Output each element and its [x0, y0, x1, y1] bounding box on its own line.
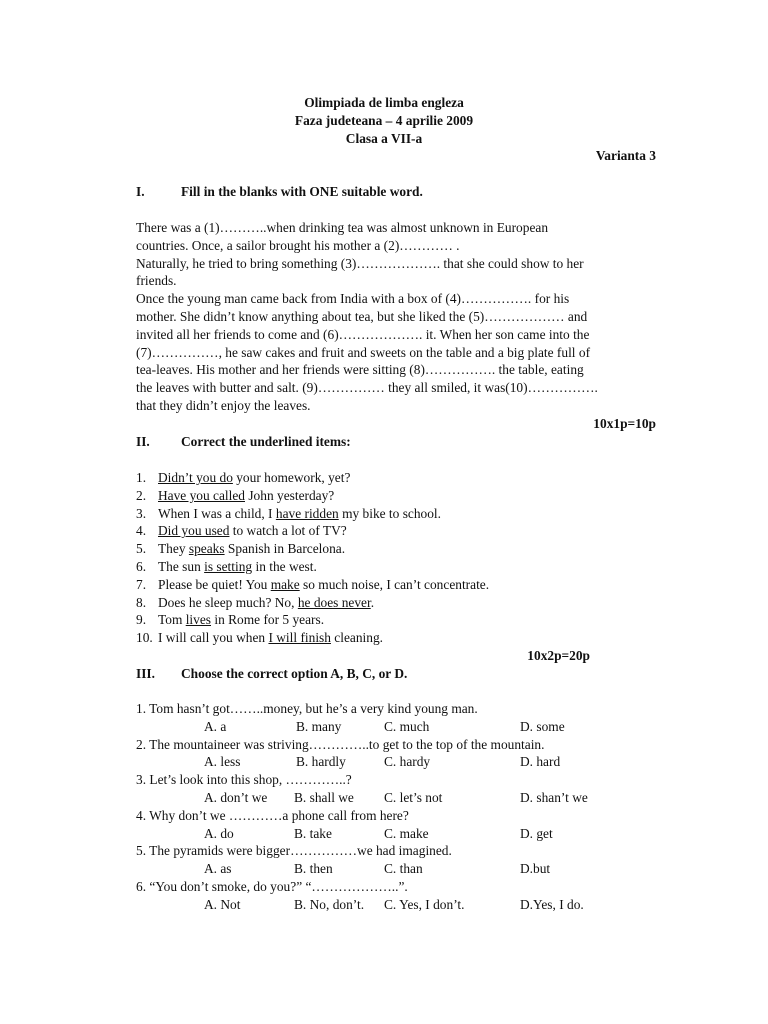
option-a: A. a [204, 718, 227, 734]
question: 4. Why don’t we …………a phone call from here? [136, 807, 409, 823]
underlined-item: make [270, 576, 300, 592]
text-line: Once the young man came back from India with a box of (4)……………. for his [136, 291, 570, 307]
underlined-item: is setting [204, 558, 253, 574]
list-item [136, 505, 656, 523]
underlined-item: Didn’t you do [158, 470, 233, 485]
options-row [136, 896, 676, 914]
item-text: to watch a lot of TV? [229, 523, 347, 539]
option-b: B. then [294, 861, 333, 877]
list-item [136, 629, 656, 647]
underlined-item: Did you used [158, 523, 230, 539]
text-line: countries. Once, a sailor brought his mother a (2)………… . [136, 237, 460, 253]
option-a: A. don’t we [204, 789, 268, 805]
header-line-3: Clasa a VII-a [345, 131, 423, 146]
underlined-item: he does never [297, 594, 371, 610]
text-line: Naturally, he tried to bring something (3)………………. that she could show to her [136, 255, 584, 271]
option-c: C. Yes, I don’t. [384, 896, 465, 912]
item-text: When I was a child, I [158, 505, 276, 521]
document-header [0, 94, 768, 148]
item-text: . [370, 594, 375, 610]
option-d: D. hard [520, 754, 561, 770]
option-a: A. as [204, 861, 232, 877]
underlined-item: have ridden [275, 505, 339, 521]
item-text: in the west. [252, 558, 317, 574]
section-3-questions [136, 700, 676, 914]
option-d: D.but [520, 861, 551, 877]
section-1-number: I. [136, 184, 145, 199]
list-item [136, 487, 656, 505]
item-text: Does he sleep much? No, [158, 594, 298, 610]
option-b: B. shall we [294, 789, 354, 805]
question: 2. The mountaineer was striving…………..to get to the top of the mountain. [136, 736, 545, 752]
option-b: B. No, don’t. [294, 896, 365, 912]
header-line-2: Faza judeteana – 4 aprilie 2009 [294, 113, 474, 128]
option-b: B. take [294, 825, 332, 841]
section-2-title [136, 433, 351, 451]
options-row [136, 825, 676, 843]
text-line: (7)……………, he saw cakes and fruit and sweets on the table and a big plate full of [136, 344, 591, 360]
item-number: 4. [136, 523, 147, 539]
option-d: D.Yes, I do. [520, 896, 584, 912]
text-line: tea-leaves. His mother and her friends were sitting (8)……………. the table, eating [136, 362, 584, 378]
option-c: C. than [384, 861, 423, 877]
text-line: friends. [136, 273, 177, 289]
item-text: John yesterday? [245, 487, 335, 503]
section-3-title [136, 665, 407, 683]
option-c: C. let’s not [384, 789, 443, 805]
option-d: D. some [520, 718, 565, 734]
option-b: B. hardly [296, 754, 346, 770]
question: 1. Tom hasn’t got……..money, but he’s a very kind young man. [136, 701, 478, 716]
option-d: D. shan’t we [520, 789, 588, 805]
option-c: C. much [384, 718, 430, 734]
section-2-list [136, 469, 656, 647]
text-line: that they didn’t enjoy the leaves. [136, 397, 311, 413]
section-1-heading: Fill in the blanks with ONE suitable word. [181, 184, 423, 199]
item-text: Spanish in Barcelona. [224, 541, 346, 557]
question: 3. Let’s look into this shop, …………..? [136, 772, 352, 788]
list-item [136, 594, 656, 612]
item-text: cleaning. [330, 630, 384, 646]
section-1-score: 10x1p=10p [593, 416, 656, 431]
item-number: 2. [136, 487, 147, 503]
item-number: 3. [136, 505, 147, 521]
item-text: The sun [158, 558, 205, 574]
text-line: mother. She didn’t know anything about tea, but she liked the (5)……………… and [136, 308, 588, 324]
item-text: in Rome for 5 years. [211, 612, 325, 628]
option-a: A. less [204, 754, 241, 770]
option-a: A. do [204, 825, 234, 841]
section-2-heading: Correct the underlined items: [181, 434, 351, 449]
option-a: A. Not [204, 896, 241, 912]
section-2-score: 10x2p=20p [527, 648, 590, 663]
list-item [136, 469, 656, 487]
header-line-1: Olimpiada de limba engleza [304, 95, 464, 110]
item-number: 7. [136, 576, 147, 592]
list-item [136, 611, 656, 629]
underlined-item: I will finish [268, 630, 331, 646]
option-d: D. get [520, 825, 553, 841]
item-text: They [158, 541, 189, 557]
item-number: 5. [136, 541, 147, 557]
underlined-item: Have you called [158, 487, 245, 503]
list-item [136, 558, 656, 576]
section-1-text [136, 219, 656, 415]
section-3-number: III. [136, 666, 155, 681]
list-item [136, 576, 656, 594]
options-row [136, 718, 676, 736]
underlined-item: speaks [188, 541, 225, 557]
question: 5. The pyramids were bigger……………we had imagined. [136, 843, 452, 859]
item-text: so much noise, I can’t concentrate. [299, 576, 490, 592]
list-item [136, 522, 656, 540]
item-number: 6. [136, 558, 147, 574]
text-line: There was a (1)………..when drinking tea was almost unknown in European [136, 220, 549, 235]
item-number: 9. [136, 612, 147, 628]
underlined-item: lives [185, 612, 211, 628]
item-text: my bike to school. [338, 505, 441, 521]
item-text: Tom [158, 612, 186, 628]
section-3-heading: Choose the correct option A, B, C, or D. [181, 666, 408, 681]
options-row [136, 789, 676, 807]
item-text: Please be quiet! You [158, 576, 271, 592]
variant-label: Varianta 3 [595, 148, 656, 163]
options-row [136, 860, 676, 878]
option-b: B. many [296, 718, 342, 734]
question: 6. “You don’t smoke, do you?” “………………..”. [136, 878, 408, 894]
list-item [136, 540, 656, 558]
text-line: invited all her friends to come and (6)………………. it. When her son came into the [136, 326, 590, 342]
item-number: 8. [136, 594, 147, 610]
item-text: your homework, yet? [232, 470, 351, 485]
item-number: 10. [136, 630, 153, 646]
item-text: I will call you when [158, 630, 269, 646]
text-line: the leaves with butter and salt. (9)…………… they all smiled, it was(10)……………. [136, 380, 598, 396]
option-c: C. hardy [384, 754, 431, 770]
options-row [136, 753, 676, 771]
section-2-number: II. [136, 434, 150, 449]
option-c: C. make [384, 825, 429, 841]
section-1-title [136, 183, 423, 201]
item-number: 1. [136, 470, 147, 485]
